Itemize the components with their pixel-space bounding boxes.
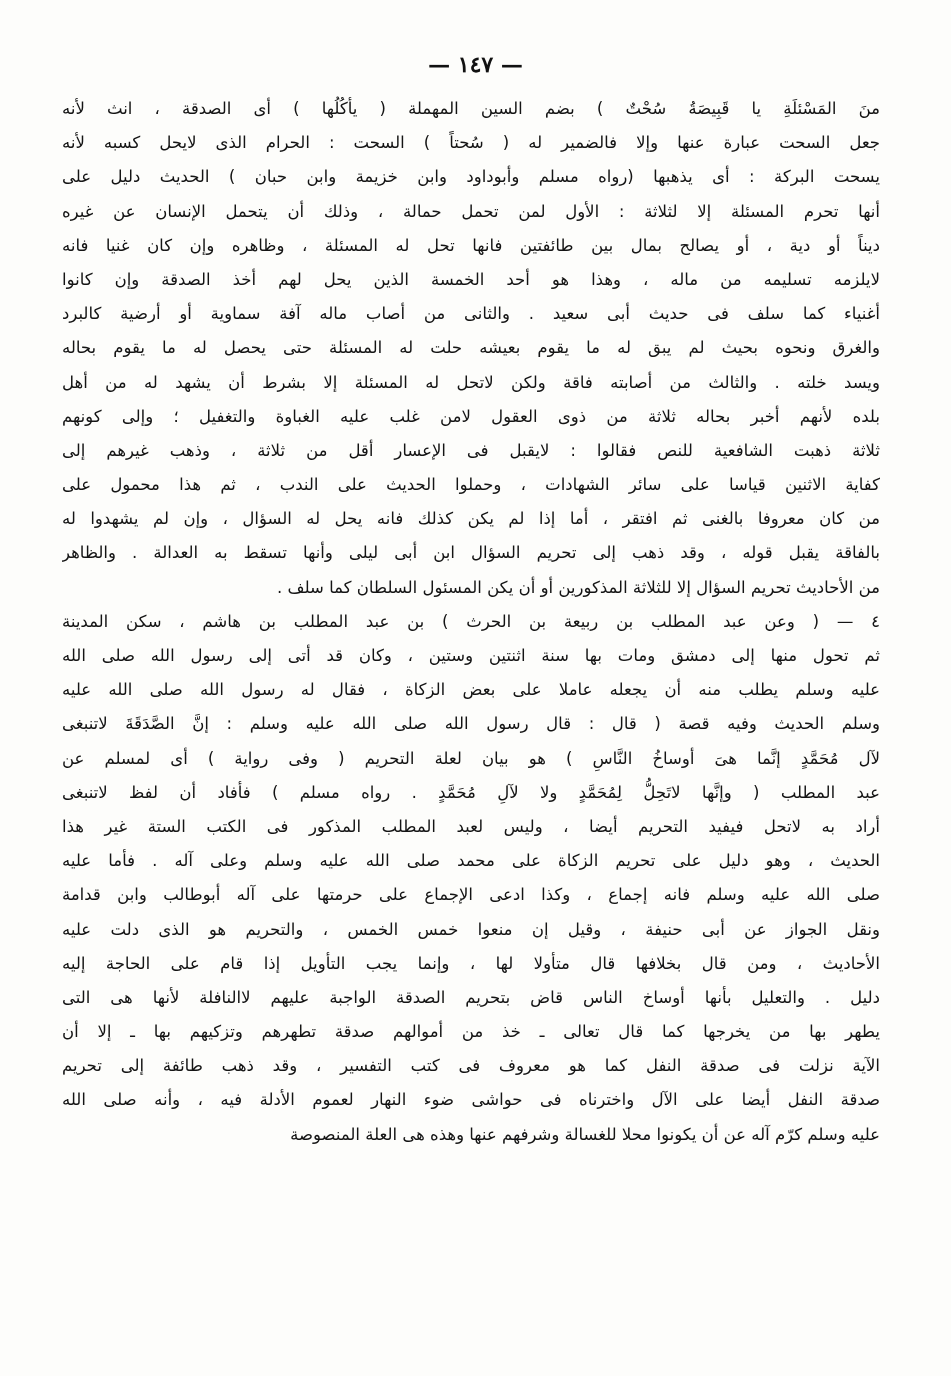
text-line: يطهر بها من يخرجها كما قال تعالى ـ خذ من أموالهم صدقة تطهرهم وتزكيهم بها ـ إلا أن (62, 1022, 880, 1042)
text-line: ٤ — ( وعن عبد المطلب بن ربيعة بن الحرث ) بن عبد المطلب بن هاشم ، سكن المدينة (62, 611, 880, 631)
text-line: دليل . والتعليل بأنها أوساخ الناس قاض بتحريم الصدقة الواجبة عليهم لاالنافلة لأنها هى التى (62, 987, 880, 1007)
text-line: والغرق ونحوه بحيث لم يبق له ما يقوم بعيشه حلت له المسئلة حتى يحصل له ما يقوم بحاله (62, 338, 880, 358)
page-body-text (62, 92, 880, 1152)
text-line: ونقل الجواز عن أبى حنيفة ، وقيل إن منعوا خمس الخمس ، والتحريم هو الذى دلت عليه (62, 919, 880, 939)
text-line: ويسد خلته . والثالث من أصابته فاقة ولكن لاتحل له المسئلة إلا بشرط أن يشهد له من أهل (62, 372, 880, 392)
text-line: لآل مُحَمَّدٍ إنَّما هىَ أوساخُ النَّاسِ ) هو بيان لعلة التحريم ( وفى رواية ) أى لمسلم عن (62, 748, 880, 768)
text-line: أغنياء كما سلف فى حديث أبى سعيد . والثانى من أصاب ماله آفة سماوية أو أرضية كالبرد (62, 304, 880, 324)
text-line: بالفاقة يقبل قوله ، وقد ذهب إلى تحريم السؤال ابن أبى ليلى وأنها تسقط به العدالة . والظاهر (62, 543, 880, 563)
text-line: لايلزمه تسليمه من ماله ، وهذا هو أحد الخمسة الذين يحل لهم أخذ الصدقة وإن كانوا (62, 269, 880, 289)
text-line: الآية نزلت فى صدقة النفل كما هو معروف فى كتب التفسير ، وقد ذهب طائفة إلى تحريم (62, 1056, 880, 1076)
text-line: منَ المَسْئلَةِ يا قَبِيصَةُ سُحْتٌ ) بضم السين المهملة ( يأكُلُها ) أى الصدقة ، انث لأنه (62, 99, 880, 118)
text-line: جعل السحت عبارة عنها وإلا فالضمير له ( سُحتاً ) السحت : الحرام الذى لايحل كسبه لأنه (62, 133, 880, 153)
text-line: عليه وسلم يطلب منه أن يجعله عاملا على بعض الزكاة ، فقال له رسول الله صلى الله عليه (62, 680, 880, 700)
text-line: الحديث ، وهو دليل على تحريم الزكاة على محمد صلى الله عليه وسلم وعلى آله . فأما عليه (62, 851, 880, 871)
page-number: — ١٤٧ — (428, 52, 523, 78)
text-line: وسلم الحديث وفيه قصة ( قال : قال رسول الله صلى الله عليه وسلم : إنَّ الصَّدَقَةَ لاتنبغى (62, 714, 880, 734)
text-line: ديناً أو دية ، أو يصالح بمال بين طائفتين فانها تحل له المسئلة ، وظاهره وإن كان غنيا فانه (62, 235, 880, 255)
text-line: من كان معروفا بالغنى ثم افتقر ، أما إذا لم يكن كذلك فانه يحل له السؤال ، وإن لم يشهدوا له (62, 509, 880, 529)
text-line: كفاية الاثنين قياسا على سائر الشهادات ، وحملوا الحديث على الندب ، ثم هذا محمول على (62, 475, 880, 495)
text-line: عبد المطلب ( وإنَّها لاتَحِلُّ لِمُحَمَّدٍ ولا لآلِ مُحَمَّدٍ . رواه مسلم ) فأفاد أن لفظ لاتنبغى (62, 782, 880, 802)
text-line: صدقة النفل أيضا على الآل واخترناه فى حواشى ضوء النهار لعموم الأدلة فيه ، وأنه صلى الله (62, 1090, 880, 1110)
text-line: ثلاثة ذهبت الشافعية للنص فقالوا : لايقبل فى الإعسار أقل من ثلاثة ، وذهب غيرهم إلى (62, 440, 880, 460)
text-line: أنها تحرم المسئلة إلا لثلاثة : الأول لمن تحمل حمالة ، وذلك أن يتحمل الإنسان عن غيره (62, 201, 880, 221)
text-line: أراد به لاتحل فيفيد التحريم أيضا ، وليس لعبد المطلب المذكور فى الكتب الستة غير هذا (62, 816, 880, 836)
text-line: صلى الله عليه وسلم فانه إجماع ، وكذا ادعى الإجماع على حرمتها على آله أبوطالب وابن قدامة (62, 885, 880, 905)
text-line: الأحاديث ، ومن قال بخلافها قال متأولا لها ، وإنما يجب التأويل إذا قام على الحاجة إليه (62, 953, 880, 973)
text-line: عليه وسلم كرّم آله عن أن يكونوا محلا للغسالة وشرفهم عنها وهذه هى العلة المنصوصة (290, 1124, 880, 1144)
text-line: من الأحاديث تحريم السؤال إلا للثلاثة المذكورين أو أن يكن المسئول السلطان كما سلف . (277, 577, 880, 597)
text-line: بلده لأنهم أخبر بحاله ثلاثة من ذوى العقول لامن غلب عليه الغباوة والتغفيل ؛ وإلى كونهم (62, 406, 880, 426)
text-line: ثم تحول منها إلى دمشق ومات بها سنة اثنتين وستين ، وكان قد أتى إلى رسول الله صلى الله (62, 646, 880, 665)
text-line: يسحت البركة : أى يذهبها (رواه مسلم وأبوداود وابن خزيمة وابن حبان ) الحديث دليل على (62, 167, 880, 187)
